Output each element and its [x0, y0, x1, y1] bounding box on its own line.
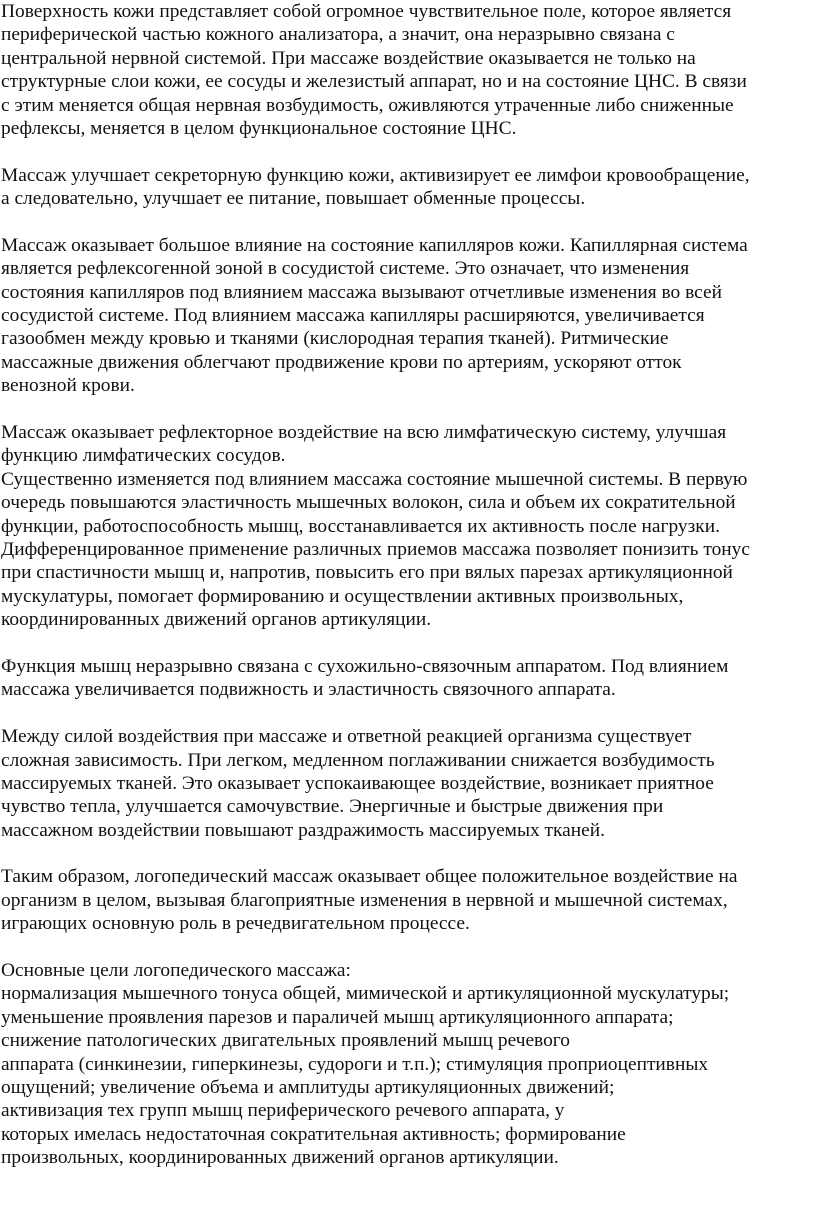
- text-line: произвольных, координированных движений органов артикуляции.: [1, 1147, 559, 1169]
- text-line: аппарата (синкинезии, гиперкинезы, судороги и т.п.); стимуляция проприоцептивных: [1, 1053, 709, 1075]
- text-line: газообмен между кровью и тканями (кислородная терапия тканей). Ритмические: [1, 328, 669, 350]
- text-line: функцию лимфатических сосудов.: [1, 445, 286, 467]
- text-line: рефлексы, меняется в целом функциональное состояние ЦНС.: [1, 117, 517, 139]
- paragraph: [1, 865, 816, 935]
- text-line: активизация тех групп мышц периферического речевого аппарата, у: [1, 1100, 565, 1122]
- paragraph: [1, 421, 816, 632]
- text-line: ощущений; увеличение объема и амплитуды артикуляционных движений;: [1, 1076, 615, 1098]
- paragraph-gap: [1, 936, 816, 959]
- text-line: Функция мышц неразрывно связана с сухожильно-связочным аппаратом. Под влиянием: [1, 655, 729, 677]
- text-line: структурные слои кожи, ее сосуды и железистый аппарат, но и на состояние ЦНС. В связи: [1, 71, 747, 93]
- text-line: Между силой воздействия при массаже и ответной реакцией организма существует: [1, 726, 692, 748]
- paragraph-gap: [1, 211, 816, 234]
- text-line: массажные движения облегчают продвижение крови по артериям, ускоряют отток: [1, 351, 682, 373]
- paragraph-gap: [1, 398, 816, 421]
- text-line: а следовательно, улучшает ее питание, повышает обменные процессы.: [1, 188, 586, 210]
- paragraph-gap: [1, 842, 816, 865]
- text-line: периферической частью кожного анализатора, а значит, она неразрывно связана с: [1, 24, 675, 46]
- text-line: организм в целом, вызывая благоприятные изменения в нервной и мышечной системах,: [1, 889, 728, 911]
- text-line: уменьшение проявления парезов и параличей мышц артикуляционного аппарата;: [1, 1006, 674, 1028]
- text-line: является рефлексогенной зоной в сосудистой системе. Это означает, что изменения: [1, 258, 690, 280]
- text-line: Массаж улучшает секреторную функцию кожи, активизирует ее лимфои кровообращение,: [1, 164, 750, 186]
- text-line: центральной нервной системой. При массаже воздействие оказывается не только на: [1, 47, 696, 69]
- text-line: очередь повышаются эластичность мышечных волокон, сила и объем их сократительной: [1, 492, 736, 514]
- paragraph-gap: [1, 702, 816, 725]
- text-line: функции, работоспособность мышц, восстанавливается их активность после нагрузки.: [1, 515, 720, 537]
- text-line: координированных движений органов артикуляции.: [1, 609, 432, 631]
- paragraph: [1, 164, 816, 211]
- text-line: Массаж оказывает большое влияние на состояние капилляров кожи. Капиллярная система: [1, 234, 748, 256]
- paragraph: [1, 959, 816, 1170]
- text-line: массажном воздействии повышают раздражимость массируемых тканей.: [1, 819, 605, 841]
- text-line: сосудистой системе. Под влиянием массажа капилляры расширяются, увеличивается: [1, 305, 705, 327]
- text-line: мускулатуры, помогает формированию и осуществлении активных произвольных,: [1, 585, 684, 607]
- text-line: играющих основную роль в речедвигательном процессе.: [1, 913, 470, 935]
- text-line: Дифференцированное применение различных приемов массажа позволяет понизить тонус: [1, 538, 750, 560]
- paragraph: [1, 655, 816, 702]
- text-line: венозной крови.: [1, 375, 135, 397]
- paragraph: [1, 0, 816, 140]
- text-line: массажа увеличивается подвижность и эластичность связочного аппарата.: [1, 679, 616, 701]
- text-line: Существенно изменяется под влиянием массажа состояние мышечной системы. В первую: [1, 468, 748, 490]
- text-line: снижение патологических двигательных проявлений мышц речевого: [1, 1030, 570, 1052]
- text-line: при спастичности мышц и, напротив, повысить его при вялых парезах артикуляционной: [1, 562, 733, 584]
- paragraph-gap: [1, 140, 816, 163]
- text-line: массируемых тканей. Это оказывает успокаивающее воздействие, возникает приятное: [1, 772, 714, 794]
- text-line: которых имелась недостаточная сократительная активность; формирование: [1, 1123, 626, 1145]
- text-line: с этим меняется общая нервная возбудимость, оживляются утраченные либо сниженные: [1, 94, 734, 116]
- text-line: сложная зависимость. При легком, медленном поглаживании снижается возбудимость: [1, 749, 715, 771]
- text-line: Таким образом, логопедический массаж оказывает общее положительное воздействие на: [1, 866, 738, 888]
- text-line: чувство тепла, улучшается самочувствие. Энергичные и быстрые движения при: [1, 796, 664, 818]
- paragraph: [1, 234, 816, 398]
- text-line: Основные цели логопедического массажа:: [1, 960, 351, 982]
- text-line: Поверхность кожи представляет собой огромное чувствительное поле, которое является: [1, 1, 732, 22]
- paragraph-gap: [1, 632, 816, 655]
- text-line: Массаж оказывает рефлекторное воздействие на всю лимфатическую систему, улучшая: [1, 422, 727, 444]
- text-line: состояния капилляров под влиянием массажа вызывают отчетливые изменения во всей: [1, 281, 722, 303]
- text-line: нормализация мышечного тонуса общей, мимической и артикуляционной мускулатуры;: [1, 983, 730, 1005]
- paragraph: [1, 725, 816, 842]
